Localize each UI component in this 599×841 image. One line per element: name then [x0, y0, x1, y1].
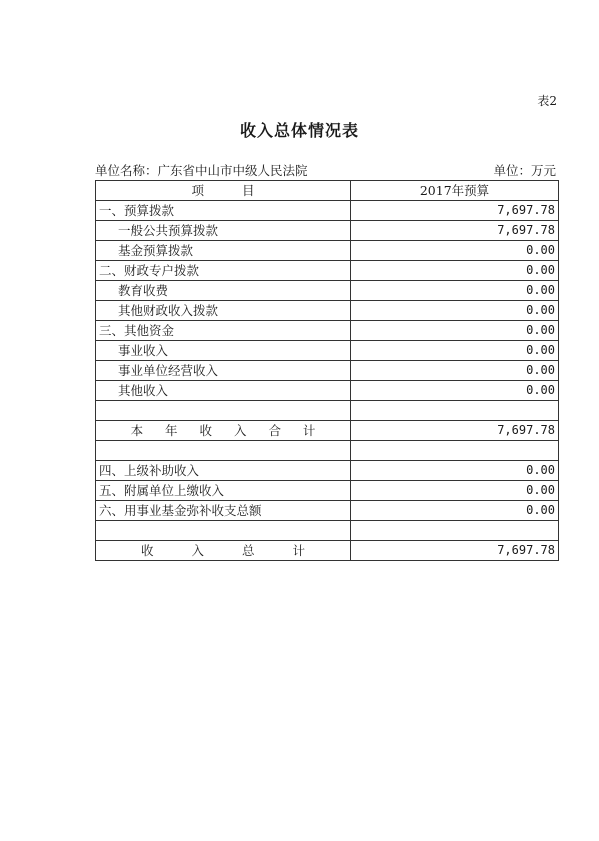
- row-value: [351, 401, 559, 421]
- page-title: 收入总体情况表: [239, 121, 359, 140]
- total-label: 收 入 总 计: [96, 541, 351, 561]
- table-row: [96, 281, 559, 301]
- row-label: [96, 441, 351, 461]
- table-row: [96, 381, 559, 401]
- table-header-row: [96, 181, 559, 201]
- unit-label: 单位：万元: [493, 163, 556, 178]
- row-value: 0.00: [351, 461, 559, 481]
- row-label: 六、用事业基金弥补收支总额: [96, 501, 351, 521]
- row-value: 0.00: [351, 381, 559, 401]
- header-item: [96, 181, 351, 201]
- row-label: [96, 521, 351, 541]
- row-label: 一、预算拨款: [96, 201, 351, 221]
- table-row: [96, 501, 559, 521]
- row-value: 0.00: [351, 301, 559, 321]
- table-row: [96, 241, 559, 261]
- row-value: 0.00: [351, 481, 559, 501]
- row-value: 0.00: [351, 501, 559, 521]
- row-label: 其他收入: [96, 381, 351, 401]
- row-label: 三、其他资金: [96, 321, 351, 341]
- row-label: 二、财政专户拨款: [96, 261, 351, 281]
- row-value: 7,697.78: [351, 201, 559, 221]
- row-label: [96, 401, 351, 421]
- subtotal-label: 本 年 收 入 合 计: [96, 421, 351, 441]
- row-value: 0.00: [351, 361, 559, 381]
- row-label: 基金预算拨款: [96, 241, 351, 261]
- row-label: 其他财政收入拨款: [96, 301, 351, 321]
- row-value: 0.00: [351, 341, 559, 361]
- table-row: [96, 481, 559, 501]
- row-value: 7,697.78: [351, 221, 559, 241]
- row-value: [351, 521, 559, 541]
- meta-row: [95, 161, 558, 179]
- subtotal-value: 7,697.78: [351, 421, 559, 441]
- unit-name: 单位名称：广东省中山市中级人民法院: [95, 163, 308, 178]
- table-row-blank: [96, 401, 559, 421]
- table-row: [96, 461, 559, 481]
- row-label: 事业单位经营收入: [96, 361, 351, 381]
- table-row-blank: [96, 441, 559, 461]
- table-row: [96, 341, 559, 361]
- table-row: [96, 261, 559, 281]
- table-row-subtotal: [96, 421, 559, 441]
- total-value: 7,697.78: [351, 541, 559, 561]
- header-item-b: 目: [242, 183, 255, 198]
- row-value: 0.00: [351, 261, 559, 281]
- row-label: 教育收费: [96, 281, 351, 301]
- row-label: 事业收入: [96, 341, 351, 361]
- row-label: 五、附属单位上缴收入: [96, 481, 351, 501]
- row-value: 0.00: [351, 321, 559, 341]
- table-row: [96, 301, 559, 321]
- row-label: 四、上级补助收入: [96, 461, 351, 481]
- row-label: 一般公共预算拨款: [96, 221, 351, 241]
- table-row: [96, 321, 559, 341]
- header-budget: 2017年预算: [351, 181, 559, 201]
- table-row: [96, 201, 559, 221]
- row-value: 0.00: [351, 241, 559, 261]
- row-value: [351, 441, 559, 461]
- table-row: [96, 221, 559, 241]
- income-table: [95, 180, 559, 561]
- row-value: 0.00: [351, 281, 559, 301]
- header-item-a: 项: [191, 183, 204, 198]
- page-tag: 表2: [537, 94, 557, 108]
- table-row-total: [96, 541, 559, 561]
- table-row-blank: [96, 521, 559, 541]
- table-row: [96, 361, 559, 381]
